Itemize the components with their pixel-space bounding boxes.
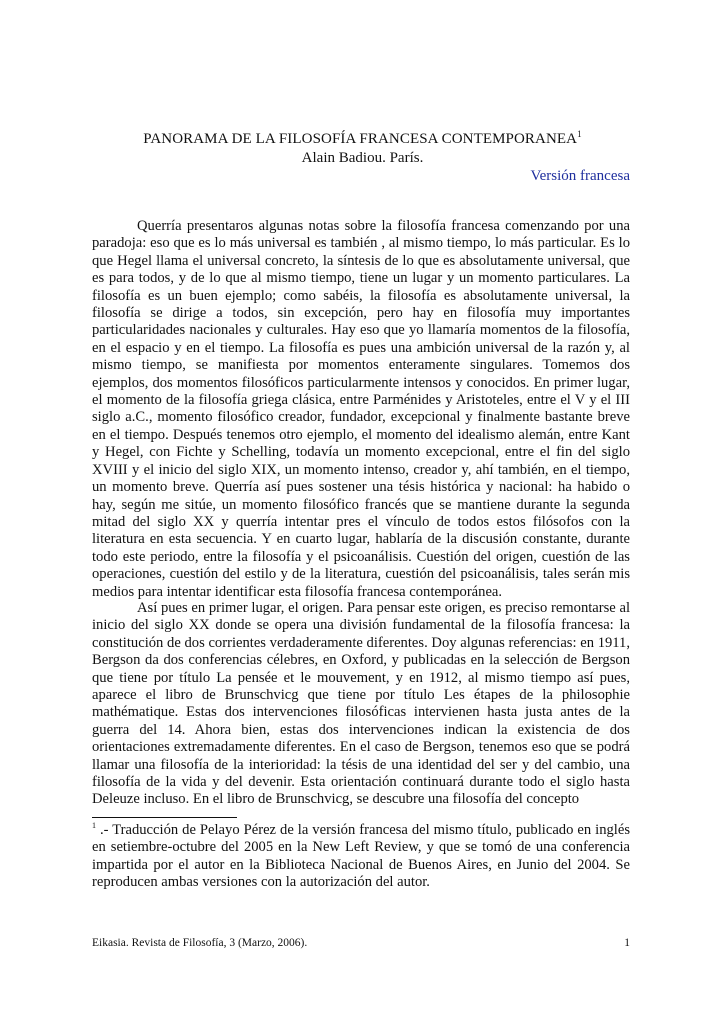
title-text: PANORAMA DE LA FILOSOFÍA FRANCESA CONTEMPORANEA <box>143 131 578 147</box>
body-section-1 <box>92 218 630 601</box>
paragraph-1: Querría presentaros algunas notas sobre la filosofía francesa comenzando por una paradoja: eso que es lo más universal es también , al mismo tiempo, lo más particular. Es lo que Hegel llama el universal concreto, la síntesis de lo que es absolutamente universal, que es para todos, y de lo que al mismo tiempo, tiene un lugar y un momento particulares. La filosofía es un buen ejemplo; como sabéis, la filosofía es absolutamente universal, la filosofía se dirige a todos, sin excepción, pero hay en filosofía muy importantes particularidades nacionales y culturales. Hay eso que yo llamaría momentos de la filosofía, en el espacio y en el tiempo. La filosofía es pues una ambición universal de la razón y, al mismo tiempo, se manifiesta por momentos enteramente singulares. Tomemos dos ejemplos, dos momentos filosóficos particularmente intensos y conocidos. En primer lugar, el momento de la filosofía griega clásica, entre Parménides y Aristoteles, entre el V y el III siglo a.C., momento filosófico creador, fundador, excepcional y finalmente bastante breve en el tiempo. Después tenemos otro ejemplo, el momento del idealismo alemán, entre Kant y Hegel, con Fichte y Schelling, todavía un momento excepcional, entre el fin del siglo XVIII y el inicio del siglo XIX, un momento intenso, creador y, ahí también, en el tiempo, un momento breve. Querría así pues sostener una tésis histórica y nacional: ha habido o hay, según me sitúe, un momento filosófico francés que se mantiene durante la segunda mitad del siglo XX y querría intentar pres el vínculo de todos estos filósofos con la literatura en esta secuencia. Y en cuarto lugar, hablaría de la discusión constante, durante todo este periodo, entre la filosofía y el psicoanálisis. Cuestión del origen, cuestión de las operaciones, cuestión del estilo y de la literatura, cuestión del psicoanálisis, tales serán mis medios para intentar identificar esta filosofía francesa contemporánea. <box>92 218 630 600</box>
page-number: 1 <box>624 937 630 949</box>
title-footnote-ref[interactable]: 1 <box>577 129 582 139</box>
paragraph-2: Así pues en primer lugar, el origen. Para pensar este origen, es preciso remontarse al inicio del siglo XX donde se opera una división fundamental de la filosofía francesa: la constitución de dos corrientes verdaderamente diferentes. Doy algunas referencias: en 1911, Bergson da dos conferencias célebres, en Oxford, y publicadas en la selección de Bergson que tiene por título La pensée et le mouvement, y en 1912, al mismo tiempo así pues, aparece el libro de Brunschvicg que tiene por título Les étapes de la philosophie mathématique. Estas dos intervenciones filosóficas intervienen hasta justa antes de la guerra del 14. Ahora bien, estas dos intervenciones indican la existencia de dos orientaciones extremadamente diferentes. En el caso de Bergson, tenemos eso que se podrá llamar una filosofía de la interioridad: la tésis de una identidad del ser y del cambio, una filosofía de la vida y del devenir. Esta orientación continuará durante todo el siglo hasta Deleuze incluso. En el libro de Brunschvicg, se descubre una filosofía del concepto <box>92 600 630 808</box>
footer-source: Eikasia. Revista de Filosofía, 3 (Marzo, 2006). <box>92 937 308 949</box>
footnote-divider <box>92 817 237 818</box>
footnote-text: .- Traducción de Pelayo Pérez de la versión francesa del mismo título, publicado en inglés en setiembre-octubre del 2005 en la New Left Review, y que se tomó de una conferencia impartida por el autor en la Biblioteca Nacional de Buenos Aires, en Junio del 2004. Se reproducen ambas versiones con la autorización del autor. <box>92 822 630 891</box>
body-section-2 <box>92 600 630 809</box>
document-title <box>90 130 635 148</box>
footnote <box>92 822 630 892</box>
footnote-marker: 1 <box>92 821 96 831</box>
version-label: Versión francesa <box>530 168 630 184</box>
author-line: Alain Badiou. París. <box>301 150 424 166</box>
